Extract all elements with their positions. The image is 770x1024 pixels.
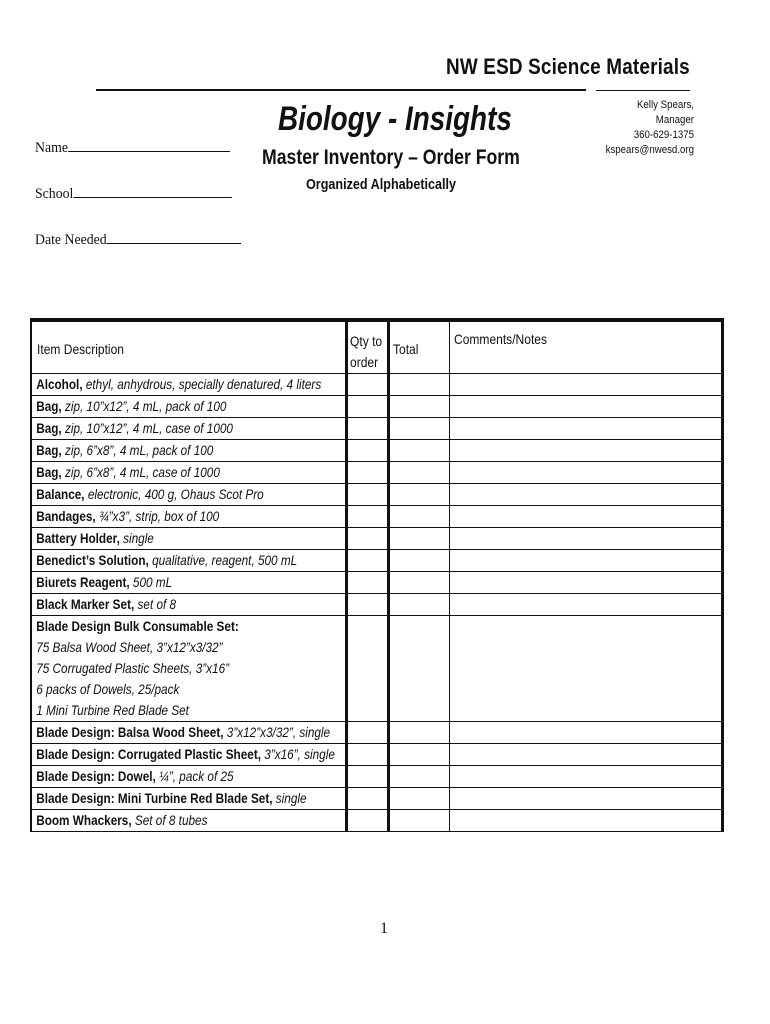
table-row bbox=[31, 788, 722, 810]
item-detail: ¼”, pack of 25 bbox=[155, 768, 234, 784]
item-detail: single bbox=[119, 530, 154, 546]
item-description-cell bbox=[31, 788, 346, 810]
item-detail: zip, 10”x12”, 4 mL, pack of 100 bbox=[61, 398, 227, 414]
item-description bbox=[32, 506, 355, 527]
item-description-cell bbox=[31, 440, 346, 462]
table-row bbox=[31, 572, 722, 594]
item-description-cell bbox=[31, 396, 346, 418]
item-name: Alcohol, bbox=[36, 376, 83, 392]
item-detail: ethyl, anhydrous, specially denatured, 4 liters bbox=[82, 376, 322, 392]
total-cell[interactable] bbox=[388, 810, 449, 832]
table-row bbox=[31, 462, 722, 484]
total-cell[interactable] bbox=[388, 788, 449, 810]
comments-cell[interactable] bbox=[449, 462, 722, 484]
item-description-cell bbox=[31, 722, 346, 744]
total-cell[interactable] bbox=[388, 594, 449, 616]
item-description bbox=[32, 374, 355, 395]
contact-phone: 360-629-1375 bbox=[633, 129, 694, 141]
item-description bbox=[32, 594, 355, 615]
name-field[interactable] bbox=[35, 138, 230, 157]
total-cell[interactable] bbox=[388, 484, 449, 506]
item-subline: 1 Mini Turbine Red Blade Set bbox=[36, 702, 189, 718]
item-detail: 3”x12”x3/32”, single bbox=[223, 724, 331, 740]
comments-cell[interactable] bbox=[449, 594, 722, 616]
item-name: Blade Design: Dowel, bbox=[36, 768, 156, 784]
document-title: Biology - Insights bbox=[278, 100, 512, 138]
item-name: Biurets Reagent, bbox=[36, 574, 130, 590]
table-row bbox=[31, 440, 722, 462]
table-row bbox=[31, 506, 722, 528]
header-rule bbox=[96, 89, 586, 91]
date-needed-label: Date Needed bbox=[35, 232, 107, 248]
total-cell[interactable] bbox=[388, 550, 449, 572]
header-comments: Comments/Notes bbox=[449, 320, 722, 374]
table-header-row bbox=[31, 320, 722, 374]
name-line[interactable] bbox=[68, 138, 230, 152]
organization-name: NW ESD Science Materials bbox=[446, 54, 690, 79]
comments-cell[interactable] bbox=[449, 418, 722, 440]
item-detail: set of 8 bbox=[134, 596, 177, 612]
item-detail: electronic, 400 g, Ohaus Scot Pro bbox=[84, 486, 264, 502]
item-detail: 3”x16”, single bbox=[261, 746, 335, 762]
item-detail: Set of 8 tubes bbox=[131, 812, 208, 828]
item-detail: qualitative, reagent, 500 mL bbox=[148, 552, 298, 568]
item-description bbox=[32, 788, 355, 809]
total-cell[interactable] bbox=[388, 528, 449, 550]
item-description-cell bbox=[31, 506, 346, 528]
header-item-description: Item Description bbox=[31, 320, 346, 374]
name-label: Name bbox=[35, 140, 68, 156]
table-row bbox=[31, 550, 722, 572]
item-description-cell bbox=[31, 374, 346, 396]
item-name: Bag, bbox=[36, 442, 62, 458]
school-line[interactable] bbox=[73, 184, 231, 198]
item-name: Battery Holder, bbox=[36, 530, 120, 546]
total-cell[interactable] bbox=[388, 744, 449, 766]
item-name: Boom Whackers, bbox=[36, 812, 132, 828]
table-row bbox=[31, 374, 722, 396]
item-name: Blade Design: Balsa Wood Sheet, bbox=[36, 724, 224, 740]
header-qty: Qty to order bbox=[346, 320, 388, 374]
comments-cell[interactable] bbox=[449, 506, 722, 528]
contact-email: kspears@nwesd.org bbox=[605, 144, 694, 156]
total-cell[interactable] bbox=[388, 722, 449, 744]
item-description bbox=[32, 418, 355, 439]
item-description-cell bbox=[31, 528, 346, 550]
table-row bbox=[31, 810, 722, 832]
page-number: 1 bbox=[380, 920, 388, 937]
comments-cell[interactable] bbox=[449, 788, 722, 810]
item-description-cell bbox=[31, 810, 346, 832]
item-name: Bandages, bbox=[36, 508, 96, 524]
item-detail: ¾”x3”, strip, box of 100 bbox=[95, 508, 220, 524]
table-row bbox=[31, 766, 722, 788]
comments-cell[interactable] bbox=[449, 744, 722, 766]
item-description-cell bbox=[31, 462, 346, 484]
item-detail: zip, 6”x8”, 4 mL, pack of 100 bbox=[61, 442, 214, 458]
item-subline: 75 Corrugated Plastic Sheets, 3”x16” bbox=[36, 660, 230, 676]
total-cell[interactable] bbox=[388, 572, 449, 594]
item-description bbox=[32, 722, 355, 743]
item-description-cell bbox=[31, 594, 346, 616]
item-description bbox=[32, 744, 355, 765]
item-name: Bag, bbox=[36, 420, 62, 436]
comments-cell[interactable] bbox=[449, 550, 722, 572]
item-description bbox=[32, 440, 355, 461]
item-name: Black Marker Set, bbox=[36, 596, 135, 612]
item-description bbox=[32, 396, 355, 417]
total-cell[interactable] bbox=[388, 506, 449, 528]
item-description-cell bbox=[31, 484, 346, 506]
document-sub-subtitle: Organized Alphabetically bbox=[306, 176, 457, 193]
comments-cell[interactable] bbox=[449, 616, 722, 722]
total-cell[interactable] bbox=[388, 396, 449, 418]
item-name: Blade Design Bulk Consumable Set: bbox=[36, 618, 239, 634]
contact-name: Kelly Spears, Manager bbox=[636, 99, 694, 126]
item-description bbox=[32, 572, 355, 593]
total-cell[interactable] bbox=[388, 616, 449, 722]
item-description-cell bbox=[31, 616, 346, 722]
comments-cell[interactable] bbox=[449, 810, 722, 832]
item-description bbox=[32, 766, 355, 787]
item-subline: 75 Balsa Wood Sheet, 3”x12”x3/32” bbox=[36, 639, 223, 655]
contact-block bbox=[602, 98, 694, 158]
comments-cell[interactable] bbox=[449, 484, 722, 506]
item-detail: single bbox=[272, 790, 307, 806]
comments-cell[interactable] bbox=[449, 722, 722, 744]
item-name: Bag, bbox=[36, 464, 62, 480]
item-detail: zip, 10”x12”, 4 mL, case of 1000 bbox=[61, 420, 233, 436]
item-name: Balance, bbox=[36, 486, 85, 502]
item-name: Benedict’s Solution, bbox=[36, 552, 149, 568]
item-detail: 500 mL bbox=[129, 574, 173, 590]
date-needed-field[interactable] bbox=[35, 230, 241, 249]
school-field[interactable] bbox=[35, 184, 232, 203]
total-cell[interactable] bbox=[388, 374, 449, 396]
item-description bbox=[32, 810, 355, 831]
item-description-cell bbox=[31, 550, 346, 572]
comments-cell[interactable] bbox=[449, 766, 722, 788]
item-name: Blade Design: Mini Turbine Red Blade Set, bbox=[36, 790, 273, 806]
item-name: Bag, bbox=[36, 398, 62, 414]
total-cell[interactable] bbox=[388, 766, 449, 788]
table-row bbox=[31, 616, 722, 722]
comments-cell[interactable] bbox=[449, 396, 722, 418]
item-description-cell bbox=[31, 572, 346, 594]
item-description bbox=[32, 484, 355, 505]
table-row bbox=[31, 744, 722, 766]
table-row bbox=[31, 528, 722, 550]
table-row bbox=[31, 396, 722, 418]
item-detail: zip, 6”x8”, 4 mL, case of 1000 bbox=[61, 464, 220, 480]
school-label: School bbox=[35, 186, 74, 202]
comments-cell[interactable] bbox=[449, 440, 722, 462]
item-name: Blade Design: Corrugated Plastic Sheet, bbox=[36, 746, 262, 762]
total-cell[interactable] bbox=[388, 462, 449, 484]
total-cell[interactable] bbox=[388, 440, 449, 462]
item-description bbox=[32, 462, 355, 483]
total-cell[interactable] bbox=[388, 418, 449, 440]
item-subline: 6 packs of Dowels, 25/pack bbox=[36, 681, 180, 697]
header-total: Total bbox=[388, 320, 449, 374]
item-description bbox=[32, 616, 355, 721]
item-description-cell bbox=[31, 766, 346, 788]
comments-cell[interactable] bbox=[449, 528, 722, 550]
table-row bbox=[31, 594, 722, 616]
item-description-cell bbox=[31, 418, 346, 440]
header-rule-right bbox=[596, 90, 690, 91]
item-description bbox=[32, 550, 355, 571]
table-row bbox=[31, 418, 722, 440]
item-description-cell bbox=[31, 744, 346, 766]
comments-cell[interactable] bbox=[449, 572, 722, 594]
item-description bbox=[32, 528, 355, 549]
table-row bbox=[31, 722, 722, 744]
document-subtitle: Master Inventory – Order Form bbox=[262, 146, 520, 169]
date-needed-line[interactable] bbox=[107, 230, 241, 244]
inventory-table bbox=[30, 318, 724, 832]
table-row bbox=[31, 484, 722, 506]
comments-cell[interactable] bbox=[449, 374, 722, 396]
